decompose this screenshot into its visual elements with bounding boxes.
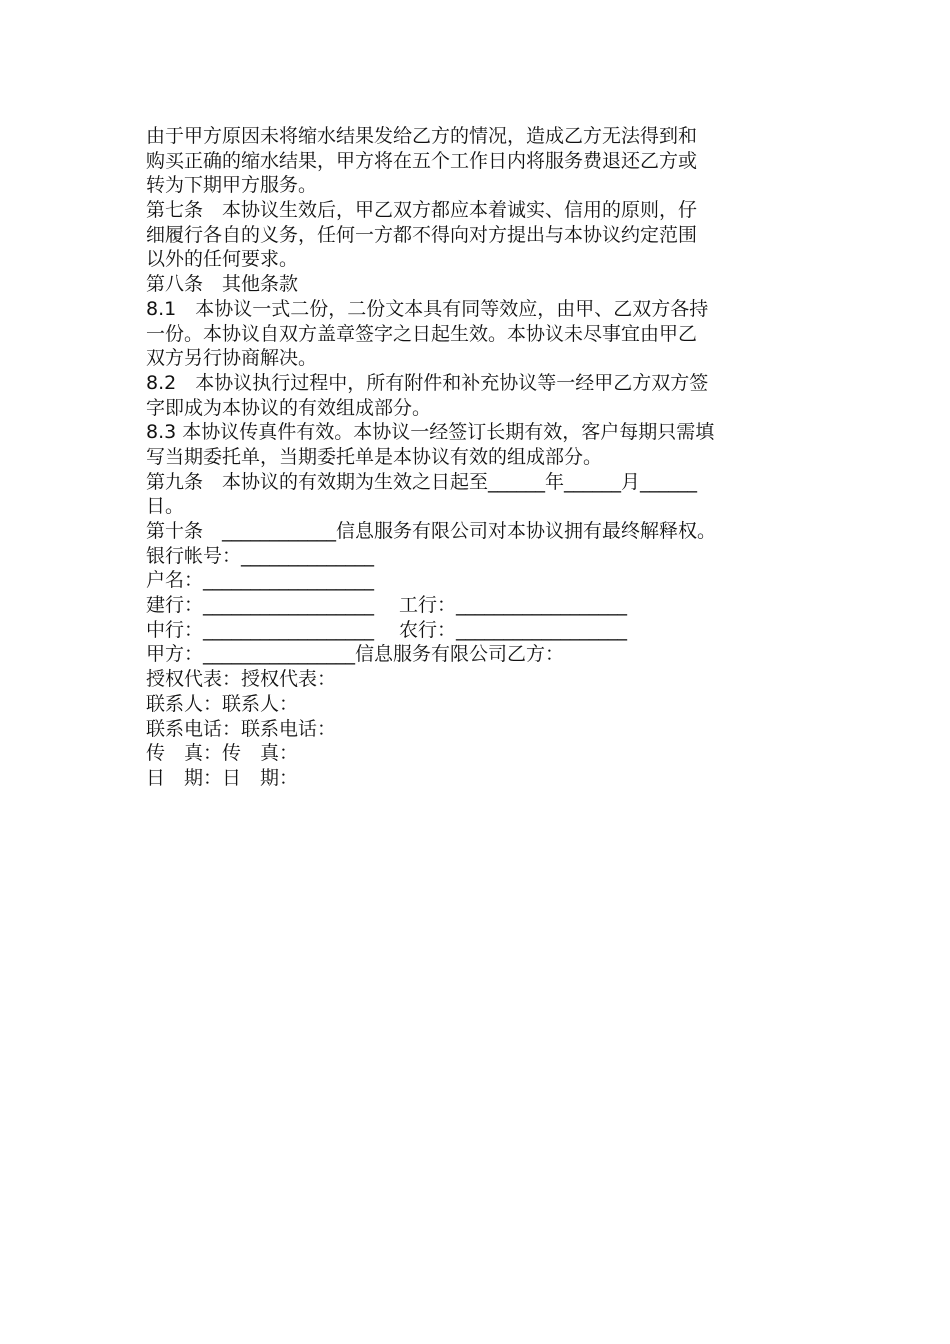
article-7: 第七条 本协议生效后，甲乙双方都应本着诚实、信用的原则，仔	[146, 199, 698, 222]
text-line: 双方另行协商解决。	[146, 347, 318, 370]
clause-8-3: 8.3 本协议传真件有效。本协议一经签订长期有效，客户每期只需填	[146, 421, 715, 444]
article-8-heading: 第八条 其他条款	[146, 273, 299, 296]
representative-line: 授权代表：授权代表：	[146, 668, 337, 691]
text-line: 细履行各自的义务，任何一方都不得向对方提出与本协议约定范围	[146, 223, 698, 246]
text-line: 字即成为本协议的有效组成部分。	[146, 396, 432, 419]
date-line: 日 期：日 期：	[146, 766, 299, 789]
text-line: 以外的任何要求。	[146, 248, 299, 271]
article-10: 第十条 ____________信息服务有限公司对本协议拥有最终解释权。	[146, 520, 717, 542]
bank-account-line: 银行帐号：______________	[146, 544, 375, 567]
text-line: 日。	[146, 495, 185, 518]
party-line: 甲方：________________信息服务有限公司乙方：	[146, 643, 565, 666]
text-line: 一份。本协议自双方盖章签字之日起生效。本协议未尽事宜由甲乙	[146, 322, 698, 345]
clause-8-1: 8.1 本协议一式二份，二份文本具有同等效应，由甲、乙双方各持	[146, 297, 709, 320]
article-9: 第九条 本协议的有效期为生效之日起至______年______月______	[146, 470, 698, 493]
contact-person-line: 联系人：联系人：	[146, 692, 299, 715]
text-line: 转为下期甲方服务。	[146, 174, 318, 197]
text-line: 由于甲方原因未将缩水结果发给乙方的情况，造成乙方无法得到和	[146, 125, 698, 147]
ccb-icbc-line: 建行：__________________ 工行：__________________	[146, 594, 628, 617]
contract-text	[146, 124, 810, 791]
contact-phone-line: 联系电话：联系电话：	[146, 717, 337, 740]
fax-line: 传 真：传 真：	[146, 742, 299, 765]
text-line: 购买正确的缩水结果，甲方将在五个工作日内将服务费退还乙方或	[146, 149, 698, 172]
text-line: 写当期委托单，当期委托单是本协议有效的组成部分。	[146, 445, 603, 468]
account-name-line: 户名：__________________	[146, 569, 375, 592]
boc-abc-line: 中行：__________________ 农行：__________________	[146, 618, 628, 641]
clause-8-2: 8.2 本协议执行过程中，所有附件和补充协议等一经甲乙方双方签	[146, 371, 709, 394]
